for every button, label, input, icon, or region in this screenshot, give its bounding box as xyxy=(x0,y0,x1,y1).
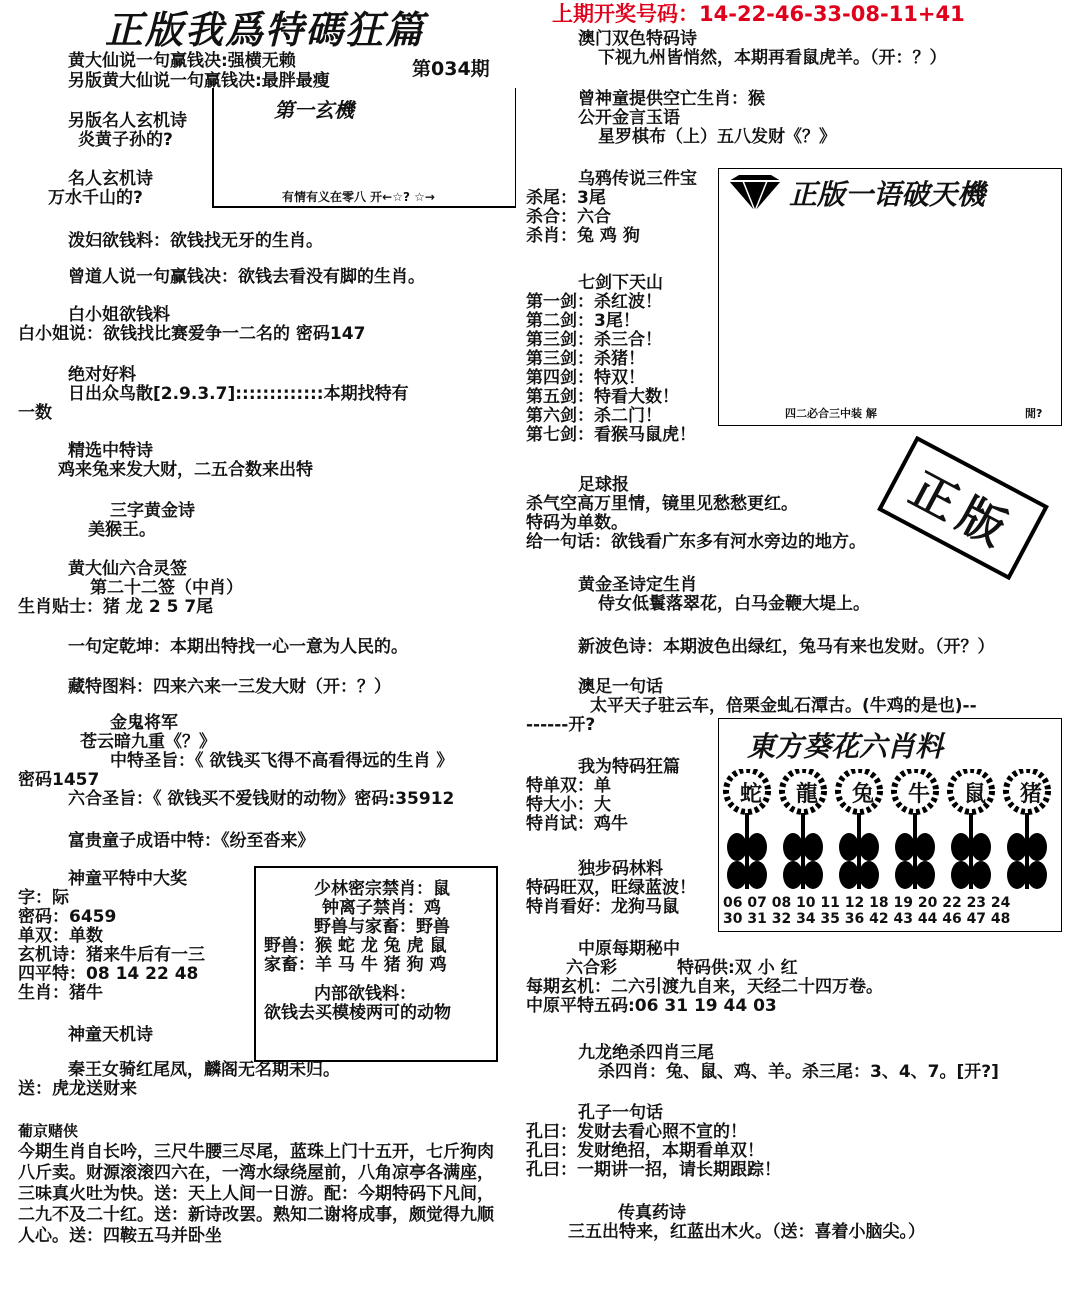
issue-number: 第034期 xyxy=(412,58,490,80)
zeng-section: 曾神童提供空亡生肖：猴 公开金言玉语 星罗棋布（上）五八发财《？》 xyxy=(578,89,836,147)
huang-line-1: 黄大仙说一句赢钱决:强横无赖 xyxy=(68,51,296,71)
dongfang-box xyxy=(718,718,1062,932)
tianji-section: 神童天机诗 秦王女骑红尾凤，麟阁无名期未归。 送：虎龙送财来 xyxy=(18,1025,340,1099)
fugui-text: 富贵童子成语中特：《纷至沓来》 xyxy=(68,831,315,851)
mingren-poem-1: 另版名人玄机诗 炎黄子孙的? xyxy=(68,111,187,150)
jingxuan-section: 精选中特诗 鸡来兔来发大财，二五合数来出特 xyxy=(58,441,313,480)
kongzi-section: 孔子一句话 孔曰：发财去看心照不宣的！ 孔曰：发财绝招，本期看单双！ 孔曰：一期讲一招，请长期跟踪！ xyxy=(526,1103,781,1180)
qijian-section: 七剑下天山 第一剑：杀红波！ 第二剑：3尾！ 第三剑：杀三合！ 第三剑：杀猪！ 第四剑：特双！ 第五剑：特看大数！ 第六剑：杀二门！ 第七剑：看猴马鼠虎！ xyxy=(526,273,696,445)
jingui-section: 金鬼将军 苍云暗九重《？》 中特圣旨：《 欲钱买飞得不高看得远的生肖 》 密码1457 六合圣旨：《 欲钱买不爱钱财的动物》密码:35912 xyxy=(18,713,455,809)
sanzi-section: 三字黄金诗 美猴王。 xyxy=(88,501,195,540)
aomen-section: 澳门双色特码诗 下视九州皆悄然，本期再看鼠虎羊。（开：？） xyxy=(578,29,947,68)
xuanji-box-title: 第一玄機 xyxy=(274,98,354,122)
yiju-text: 一句定乾坤：本期出特找一心一意为人民的。 xyxy=(68,637,408,657)
bai-section: 白小姐欲钱料 白小姐说：欲钱找比赛爱争一二名的 密码147 xyxy=(18,305,366,344)
xinbo-text: 新波色诗：本期波色出绿红，兔马有来也发财。（开？） xyxy=(578,637,995,657)
juedui-section: 绝对好料 日出众鸟散[2.9.3.7]:::::::::::::本期找特有 一数 xyxy=(18,365,409,423)
shaolin-line: 少林密宗禁肖：鼠 xyxy=(314,879,450,899)
dongfang-title: 東方葵花六肖料 xyxy=(747,730,944,763)
zodiac-char: 猪 xyxy=(1019,782,1042,807)
zhengban-stamp xyxy=(877,436,1049,581)
shaolin-line: 家畜：羊 马 牛 猪 狗 鸡 xyxy=(264,955,447,975)
diamond-icon xyxy=(725,173,785,217)
shaolin-line: 欲钱去买模棱两可的动物 xyxy=(264,1003,451,1023)
wuya-section: 乌鸦传说三件宝 杀尾：3尾 杀合：六合 杀肖：兔 鸡 狗 xyxy=(526,169,697,246)
zodiac-char: 牛 xyxy=(907,782,930,807)
zhongyuan-section: 中原每期秘中 六合彩 特码供:双 小 红 每期玄机：二六引渡九自来，天经二十四万卷。 中原平特五码:06 31 19 44 03 xyxy=(526,939,883,1016)
zengdao-text: 曾道人说一句赢钱决：欲钱去看没有脚的生肖。 xyxy=(68,267,425,287)
zuqiu-section: 足球报 杀气空高万里情，镜里见愁愁更红。 特码为单数。 给一句话：欲钱看广东多有河水旁边的地方。 xyxy=(526,475,866,552)
shaolin-line: 钟离子禁肖：鸡 xyxy=(322,898,441,918)
shaolin-line: 野兽与家畜：野兽 xyxy=(314,917,450,937)
dubu-section: 独步码林料 特码旺双，旺绿蓝波！ 特肖看好：龙狗马鼠 xyxy=(526,859,696,917)
aozu-section: 澳足一句话 太平天子驻云车，倍栗金虬石潭古。(牛鸡的是也)-- ------开? xyxy=(526,677,977,735)
page-title: 正版我爲特碼狂篇 xyxy=(105,7,426,52)
zodiac-row xyxy=(719,777,1063,808)
pujing-text: 今期生肖自长吟，三尺牛腰三尽尾，蓝珠上门十五开，七斤狗肉八斤卖。财源滚滚四六在，一湾水绿绕屋前，八角凉亭各满座，三味真火吐为快。送：天上人间一日游。配：今期特码下凡间，二九不及二十红。送：新诗改罢。熟知二谢将成事，颇觉得九顺人心。送：四鞍五马并卧坐 xyxy=(18,1142,494,1246)
yiyu-box-text: 四二必合三中装 解 xyxy=(785,407,877,420)
pujing-title: 葡京赌侠 xyxy=(18,1122,79,1140)
shaolin-line: 内部欲钱料： xyxy=(314,984,416,1004)
huangjin-section: 黄金圣诗定生肖 侍女低鬟落翠花，白马金鞭大堤上。 xyxy=(578,575,870,614)
zodiac-char: 鼠 xyxy=(963,782,986,807)
huang-line-2: 另版黄大仙说一句赢钱决:最胖最瘦 xyxy=(68,71,330,91)
liuhe-section: 黄大仙六合灵签 第二十二签（中肖） 生肖贴士：猪 龙 2 5 7尾 xyxy=(18,559,243,617)
xuanji-box-text: 有情有义在零八 开←☆? ☆→ xyxy=(282,190,435,204)
mingren-poem-2: 名人玄机诗 万水千山的? xyxy=(48,169,153,208)
zodiac-char: 蛇 xyxy=(739,782,762,807)
pofu-text: 泼妇欲钱料：欲钱找无牙的生肖。 xyxy=(68,231,323,251)
yiyu-box xyxy=(718,168,1062,426)
zodiac-char: 兔 xyxy=(851,782,874,807)
dongfang-numbers: 06 07 08 10 11 12 18 19 20 22 23 24 30 31 32 34 35 36 42 43 44 46 47 48 xyxy=(723,895,1011,927)
shentong-section: 神童平特中大奖 字：际 密码：6459 单双：单数 玄机诗：猪来牛后有一三 四平特：08 14 22 48 生肖：猪牛 xyxy=(18,869,205,1003)
last-draw-numbers: 上期开奖号码：14-22-46-33-08-11+41 xyxy=(552,2,965,26)
jiulong-section: 九龙绝杀四肖三尾 杀四肖：兔、鼠、鸡、羊。杀三尾：3、4、7。[开?] xyxy=(578,1043,999,1082)
cangte-text: 藏特图料：四来六来一三发大财（开：？） xyxy=(68,677,391,697)
zodiac-char: 龍 xyxy=(795,782,818,807)
xuanji-box xyxy=(212,88,516,208)
chuanzhen-section: 传真药诗 三五出特来，红蓝出木火。（送：喜着小脑尖。） xyxy=(568,1203,925,1242)
zhengban-stamp-text: 正版 xyxy=(901,461,1022,560)
yiyu-box-question: 閒? xyxy=(1025,407,1043,420)
shaolin-line: 野兽：猴 蛇 龙 兔 虎 鼠 xyxy=(264,936,447,956)
yiyu-box-title: 正版一语破天機 xyxy=(789,178,986,211)
kuangpian-section: 我为特码狂篇 特单双：单 特大小：大 特肖试：鸡牛 xyxy=(526,757,680,834)
